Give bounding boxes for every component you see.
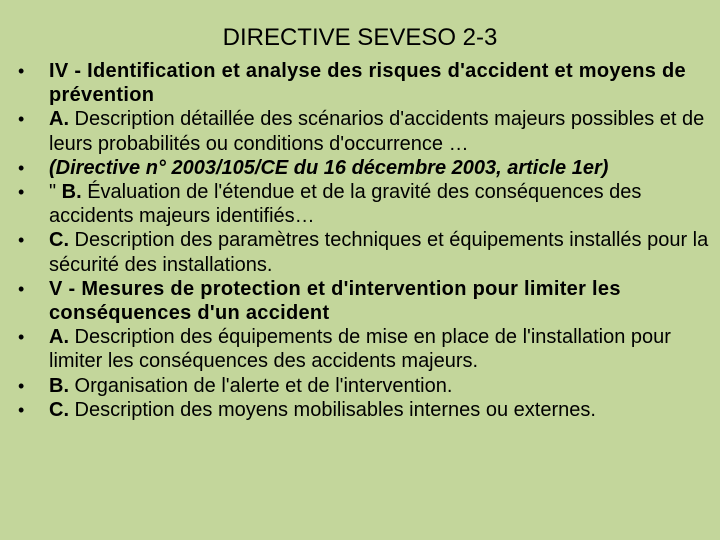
item-letter: A. [49,326,69,349]
bullet-icon: • [18,157,25,178]
item-letter: C. [49,398,69,421]
bullet-item-iv-a [18,107,716,155]
item-text: Description des équipements de mise en place de l'installation pour limiter les conséquences des accidents majeurs. [49,326,671,373]
bullet-icon: • [18,327,25,348]
bullet-icon: • [18,375,25,396]
directive-reference: (Directive n° 2003/105/CE du 16 décembre 2003, article 1er) [49,156,609,179]
bullet-item-directive-reference [18,156,716,180]
bullet-icon: • [18,278,25,299]
item-letter: B. [61,181,82,204]
bullet-item-iv-c [18,228,716,276]
item-text: Description des paramètres techniques et équipements installés pour la sécurité des installations. [49,229,709,276]
item-text: Description détaillée des scénarios d'accidents majeurs possibles et de leurs probabilités ou conditions d'occurrence … [49,108,705,155]
bullet-icon: • [18,182,25,203]
item-text: Organisation de l'alerte et de l'intervention. [69,374,453,397]
bullet-item-v-heading [18,277,716,325]
bullet-item-v-a [18,325,716,373]
slide-title-text: DIRECTIVE SEVESO 2-3 [222,24,498,51]
item-letter: C. [49,229,69,252]
section-heading: IV - Identification et analyse des risques d'accident et moyens de prévention [49,60,686,107]
bullet-item-iv-b [18,180,716,228]
bullet-item-v-c [18,398,716,422]
item-letter: B. [49,374,69,397]
bullet-icon: • [18,109,25,130]
item-prefix: " [49,181,62,204]
bullet-item-v-b [18,374,716,398]
bullet-list [18,59,716,422]
bullet-icon: • [18,399,25,420]
section-heading: V - Mesures de protection et d'intervention pour limiter les conséquences d'un accident [49,277,621,325]
slide-title [0,22,720,54]
item-letter: A. [49,108,69,131]
bullet-item-iv-heading [18,59,716,107]
item-text: Évaluation de l'étendue et de la gravité des conséquences des accidents majeurs identifiés… [49,181,642,228]
bullet-icon: • [18,61,25,81]
item-text: Description des moyens mobilisables internes ou externes. [69,398,596,421]
bullet-icon: • [18,230,25,251]
